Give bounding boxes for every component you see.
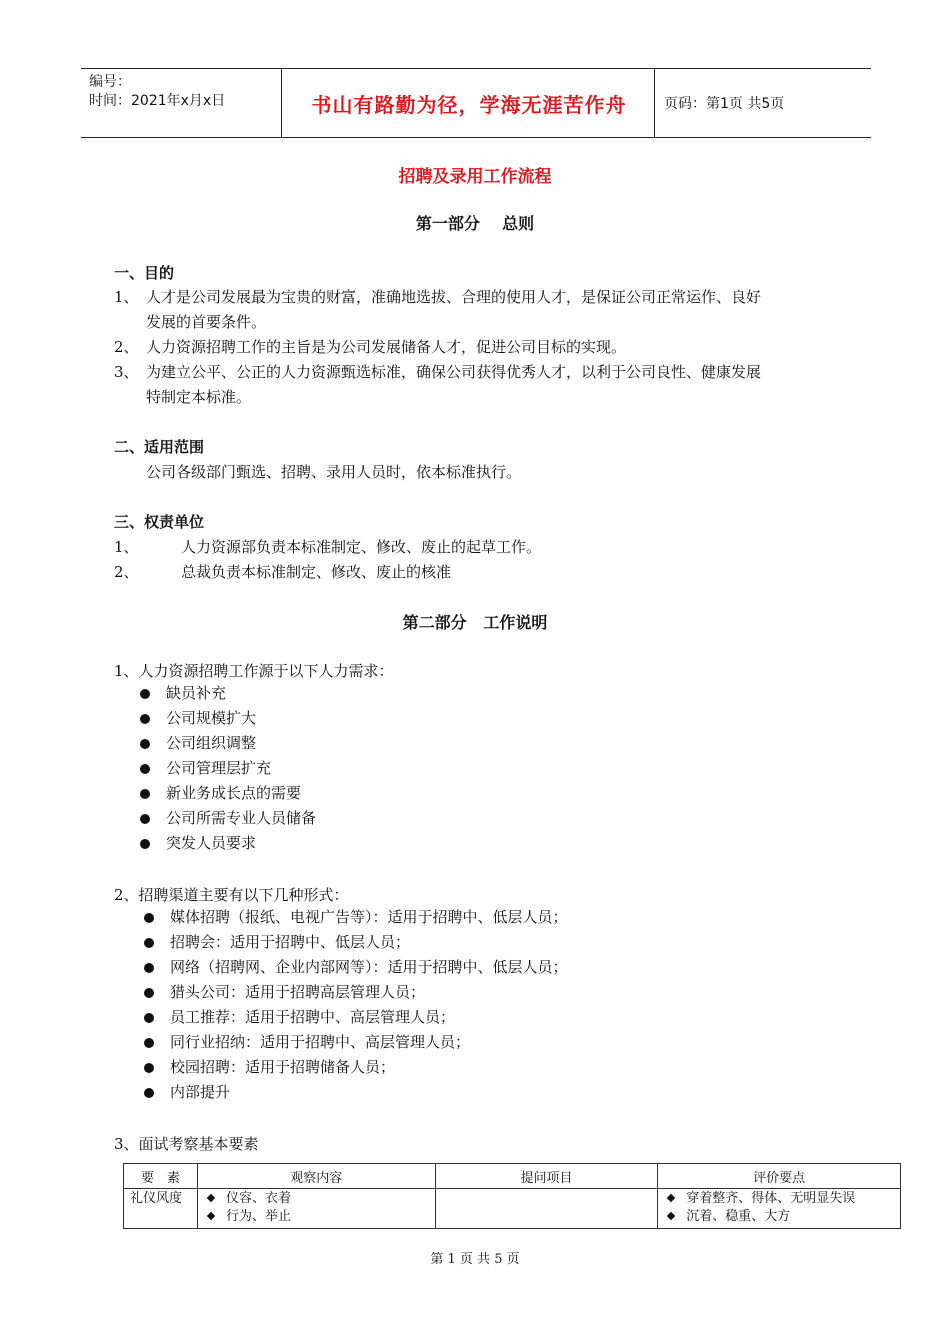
factor-cell: 礼仪风度 (124, 1189, 198, 1229)
bullet-icon (140, 789, 150, 799)
observe-item: 行为、举止 (225, 1209, 291, 1224)
bullet-icon (144, 1063, 154, 1073)
part1-number: 第一部分 (415, 214, 480, 233)
list-item-text: 公司管理层扩充 (166, 759, 272, 777)
bullet-icon (144, 1088, 154, 1098)
list-item (144, 980, 568, 1005)
list-item (140, 781, 316, 806)
list-item (144, 930, 568, 955)
list-item-text: 校园招聘：适用于招聘储备人员； (170, 1058, 396, 1076)
list-item-text: 猎头公司：适用于招聘高层管理人员； (170, 983, 426, 1001)
section-responsibility-title: 三、权责单位 (114, 513, 205, 531)
list-item-text: 内部提升 (170, 1083, 231, 1101)
header-meta (89, 73, 225, 111)
observe-item: 仪容、衣着 (225, 1191, 291, 1206)
header-divider (654, 69, 655, 137)
purpose-item-text: 特制定本标准。 (146, 388, 252, 406)
bullet-icon (140, 814, 150, 824)
bullet-icon (144, 988, 154, 998)
list-item (140, 681, 316, 706)
list-item-text: 突发人员要求 (166, 834, 257, 852)
list-item-text: 同行业招纳：适用于招聘中、高层管理人员； (170, 1033, 471, 1051)
list-item (144, 1080, 568, 1105)
list-item (140, 731, 316, 756)
list-item-text: 缺员补充 (166, 684, 227, 702)
bullet-icon (144, 963, 154, 973)
question-cell (435, 1189, 658, 1229)
time-label: 时间：2021年x月x日 (89, 93, 226, 109)
page-header (81, 68, 871, 138)
demand-title: 1、人力资源招聘工作源于以下人力需求： (114, 662, 394, 680)
column-header: 提问项目 (435, 1164, 658, 1189)
responsibility-item-text: 总裁负责本标准制定、修改、废止的核准 (181, 563, 452, 581)
bullet-icon (144, 1038, 154, 1048)
list-item-text: 员工推荐：适用于招聘中、高层管理人员； (170, 1008, 456, 1026)
evaluate-item: 沉着、稳重、大方 (686, 1209, 791, 1224)
document-title: 招聘及录用工作流程 (398, 167, 552, 187)
list-item-text: 新业务成长点的需要 (166, 784, 302, 802)
list-item (140, 806, 316, 831)
header-motto: 书山有路勤为径，学海无涯苦作舟 (311, 92, 627, 117)
list-item (144, 905, 568, 930)
table-row (124, 1189, 901, 1229)
evaluate-cell (658, 1189, 901, 1229)
interview-factors-table (123, 1163, 901, 1229)
demand-list (140, 681, 316, 856)
list-item (144, 955, 568, 980)
list-item-text: 媒体招聘（报纸、电视广告等）：适用于招聘中、低层人员； (170, 908, 568, 926)
bullet-icon (144, 1013, 154, 1023)
purpose-item-text: 人力资源招聘工作的主旨是为公司发展储备人才，促进公司目标的实现。 (146, 338, 627, 356)
bullet-icon (140, 714, 150, 724)
diamond-bullet-icon (207, 1193, 215, 1201)
bullet-icon (140, 839, 150, 849)
table-header-row (124, 1164, 901, 1189)
bullet-icon (144, 913, 154, 923)
purpose-item-text: 发展的首要条件。 (146, 313, 267, 331)
interview-title: 3、面试考察基本要素 (114, 1135, 259, 1153)
list-item (140, 831, 316, 856)
column-header: 观察内容 (197, 1164, 435, 1189)
bullet-icon (140, 739, 150, 749)
list-item (140, 756, 316, 781)
channel-list (144, 905, 568, 1105)
column-header: 评价要点 (658, 1164, 901, 1189)
channel-title: 2、招聘渠道主要有以下几种形式： (114, 886, 349, 904)
list-item-text: 公司组织调整 (166, 734, 257, 752)
purpose-item-num: 2、 (114, 338, 139, 356)
section-purpose-title: 一、目的 (114, 264, 175, 282)
purpose-item-text: 为建立公平、公正的人力资源甄选标准，确保公司获得优秀人才，以利于公司良性、健康发展 (146, 363, 762, 381)
part2-name: 工作说明 (483, 613, 548, 632)
part2-number: 第二部分 (402, 613, 467, 632)
list-item (144, 1005, 568, 1030)
column-header: 要 素 (124, 1164, 198, 1189)
list-item (144, 1055, 568, 1080)
bullet-icon (140, 689, 150, 699)
evaluate-item: 穿着整齐、得体、无明显失误 (686, 1191, 856, 1206)
purpose-item-text: 人才是公司发展最为宝贵的财富，准确地选拔、合理的使用人才，是保证公司正常运作、良好 (146, 288, 762, 306)
purpose-item-num: 3、 (114, 363, 139, 381)
responsibility-item-text: 人力资源部负责本标准制定、修改、废止的起草工作。 (181, 538, 542, 556)
page-footer: 第 1 页 共 5 页 (430, 1252, 520, 1267)
part1-name: 总则 (502, 214, 535, 233)
diamond-bullet-icon (667, 1211, 675, 1219)
header-divider (281, 69, 282, 137)
list-item-text: 公司所需专业人员储备 (166, 809, 317, 827)
list-item (144, 1030, 568, 1055)
responsibility-item-num: 2、 (114, 563, 139, 581)
part2-heading (0, 610, 950, 633)
diamond-bullet-icon (667, 1193, 675, 1201)
bullet-icon (140, 764, 150, 774)
list-item-text: 公司规模扩大 (166, 709, 257, 727)
scope-text: 公司各级部门甄选、招聘、录用人员时，依本标准执行。 (146, 463, 522, 481)
bullet-icon (144, 938, 154, 948)
section-scope-title: 二、适用范围 (114, 438, 205, 456)
list-item-text: 招聘会：适用于招聘中、低层人员； (170, 933, 411, 951)
list-item (140, 706, 316, 731)
number-label: 编号： (89, 74, 131, 90)
header-page-info: 页码：第1页 共5页 (664, 96, 785, 112)
observe-cell (197, 1189, 435, 1229)
diamond-bullet-icon (207, 1211, 215, 1219)
part1-heading (0, 211, 950, 234)
list-item-text: 网络（招聘网、企业内部网等）：适用于招聘中、低层人员； (170, 958, 568, 976)
responsibility-item-num: 1、 (114, 538, 139, 556)
purpose-item-num: 1、 (114, 288, 139, 306)
